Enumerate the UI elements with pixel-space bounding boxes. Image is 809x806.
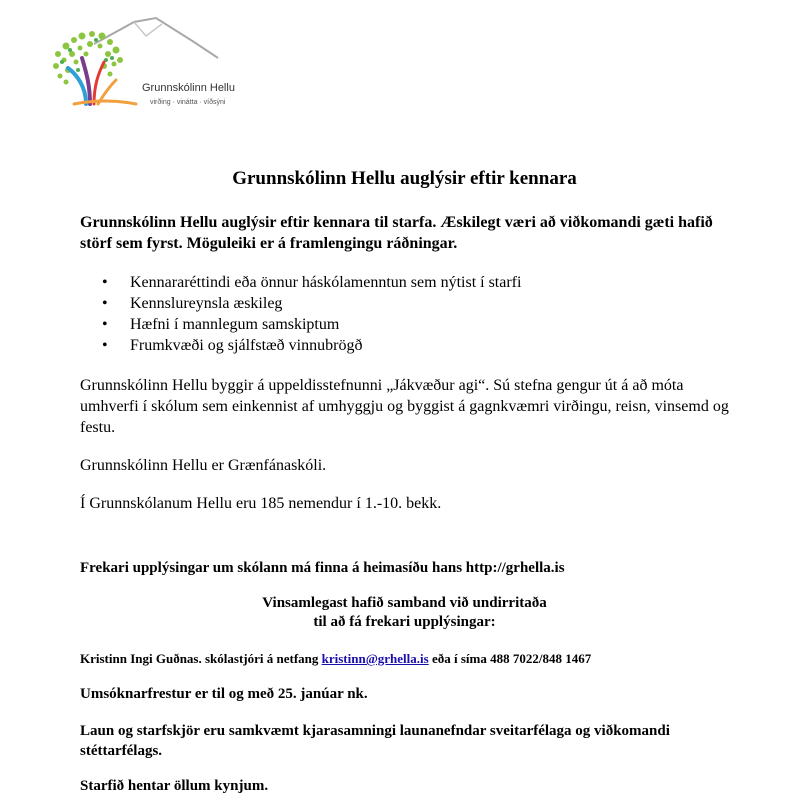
contact-prefix: Kristinn Ingi Guðnas. skólastjóri á netfang <box>80 651 322 666</box>
email-link[interactable]: kristinn@grhella.is <box>321 651 429 666</box>
school-logo <box>46 14 235 114</box>
list-item: • Kennslureynsla æskileg <box>80 293 521 314</box>
all-genders-line: Starfið hentar öllum kynjum. <box>80 778 269 794</box>
salary-paragraph: Laun og starfskjör eru samkvæmt kjarasamningi launanefndar sveitarfélaga og viðkomandi stéttarfélags. <box>80 723 670 759</box>
contact-request <box>0 594 809 632</box>
philosophy-paragraph: Grunnskólinn Hellu byggir á uppeldisstefnunni „Jákvæður agi“. Sú stefna gengur út á að móta umhverfi í skólum sem einkennist af umhyggju og byggist á gagnkvæmri virðingu, reisn, vinsemd og festu. <box>80 377 729 436</box>
requirements-list <box>80 272 521 356</box>
green-flag-paragraph: Grunnskólinn Hellu er Grænfánaskóli. <box>80 457 327 474</box>
list-item: • Hæfni í mannlegum samskiptum <box>80 314 521 335</box>
logo-school-name: Grunnskólinn Hellu <box>142 82 235 94</box>
contact-line <box>80 650 780 668</box>
logo-tagline: virðing · vinátta · víðsýni <box>150 99 226 106</box>
contact-request-line-1: Vinsamlegast hafið samband við undirritaða <box>262 595 547 611</box>
students-paragraph: Í Grunnskólanum Hellu eru 185 nemendur í 1.-10. bekk. <box>80 495 442 512</box>
contact-suffix: eða í síma 488 7022/848 1467 <box>428 651 592 666</box>
deadline-line: Umsóknarfrestur er til og með 25. janúar nk. <box>80 686 368 702</box>
contact-request-line-2: til að fá frekari upplýsingar: <box>313 614 496 630</box>
list-item: • Frumkvæði og sjálfstæð vinnubrögð <box>80 335 521 356</box>
intro-paragraph: Grunnskólinn Hellu auglýsir eftir kennara til starfa. Æskilegt væri að viðkomandi gæti hafið störf sem fyrst. Möguleiki er á framlengingu ráðningar. <box>80 214 713 252</box>
more-info-line: Frekari upplýsingar um skólann má finna á heimasíðu hans http://grhella.is <box>80 560 565 576</box>
list-item: • Kennararéttindi eða önnur háskólamenntun sem nýtist í starfi <box>80 272 521 293</box>
page-title: Grunnskólinn Hellu auglýsir eftir kennara <box>232 168 577 189</box>
